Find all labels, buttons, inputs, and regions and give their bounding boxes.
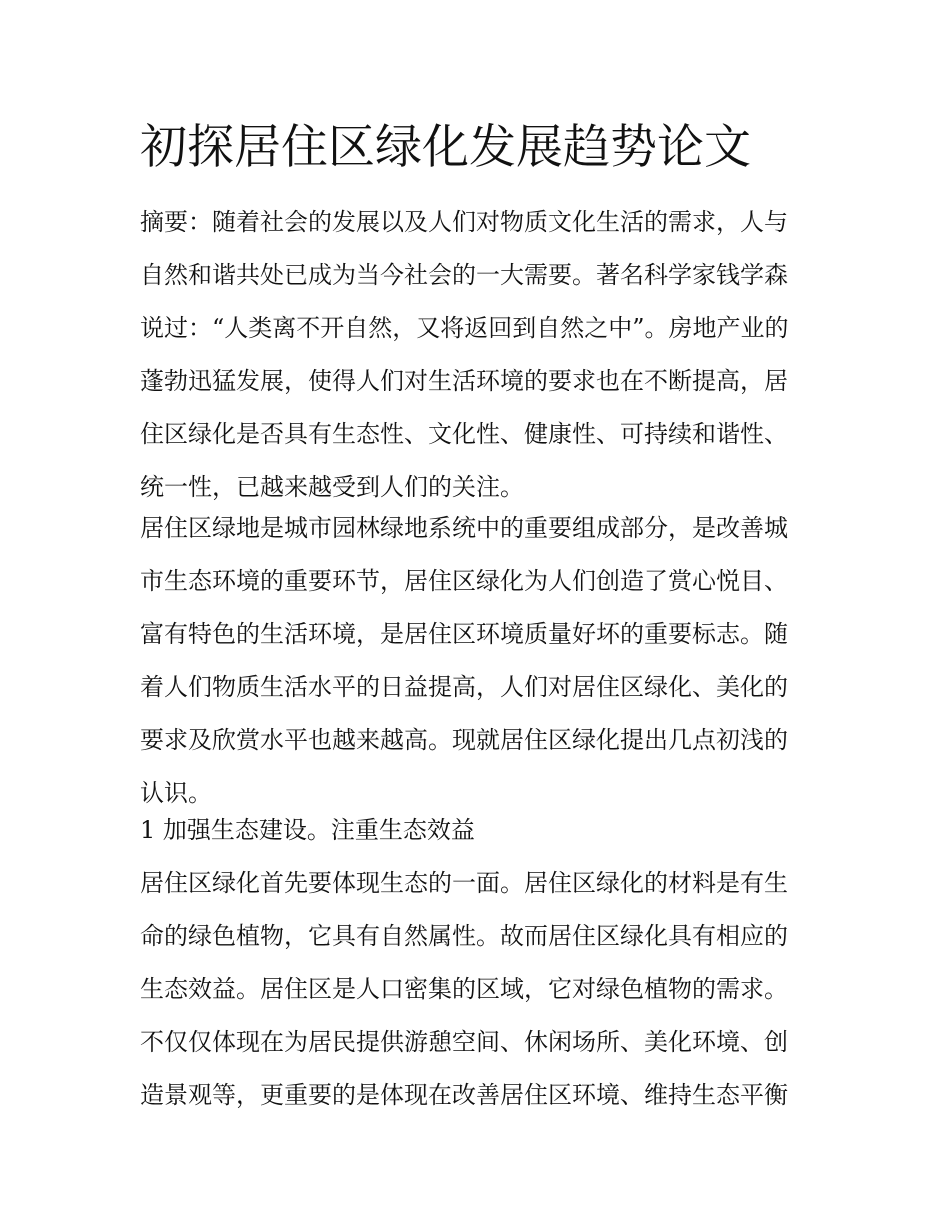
section1-paragraph xyxy=(140,857,820,1122)
intro-line: 要求及欣赏水平也越来越高。现就居住区绿化提出几点初浅的 xyxy=(140,726,788,754)
section1-line: 造景观等，更重要的是体现在改善居住区环境、维持生态平衡 xyxy=(140,1081,788,1109)
intro-line: 认识。 xyxy=(140,779,212,807)
abstract-line: 住区绿化是否具有生态性、文化性、健康性、可持续和谐性、 xyxy=(140,420,788,448)
abstract-line: 蓬勃迅猛发展，使得人们对生活环境的要求也在不断提高，居 xyxy=(140,367,788,395)
section1-line: 居住区绿化首先要体现生态的一面。居住区绿化的材料是有生 xyxy=(140,869,788,897)
abstract-paragraph xyxy=(140,196,820,514)
intro-line: 富有特色的生活环境，是居住区环境质量好坏的重要标志。随 xyxy=(140,620,788,648)
intro-paragraph xyxy=(140,502,820,820)
intro-line: 着人们物质生活水平的日益提高，人们对居住区绿化、美化的 xyxy=(140,673,788,701)
abstract-line: 自然和谐共处已成为当今社会的一大需要。著名科学家钱学森 xyxy=(140,261,788,289)
section1-line: 生态效益。居住区是人口密集的区域，它对绿色植物的需求。 xyxy=(140,975,788,1003)
intro-line: 市生态环境的重要环节，居住区绿化为人们创造了赏心悦目、 xyxy=(140,567,788,595)
section1-line: 命的绿色植物，它具有自然属性。故而居住区绿化具有相应的 xyxy=(140,922,788,950)
document-title: 初探居住区绿化发展趋势论文 xyxy=(140,120,751,175)
abstract-line: 说过：“人类离不开自然，又将返回到自然之中”。房地产业的 xyxy=(140,314,789,342)
abstract-line: 摘要：随着社会的发展以及人们对物质文化生活的需求，人与 xyxy=(140,208,788,236)
intro-line: 居住区绿地是城市园林绿地系统中的重要组成部分，是改善城 xyxy=(140,514,788,542)
section1-line: 不仅仅体现在为居民提供游憩空间、休闲场所、美化环境、创 xyxy=(140,1028,788,1056)
abstract-line: 统一性，已越来越受到人们的关注。 xyxy=(140,473,524,501)
section-heading: 1 加强生态建设。注重生态效益 xyxy=(140,816,475,844)
